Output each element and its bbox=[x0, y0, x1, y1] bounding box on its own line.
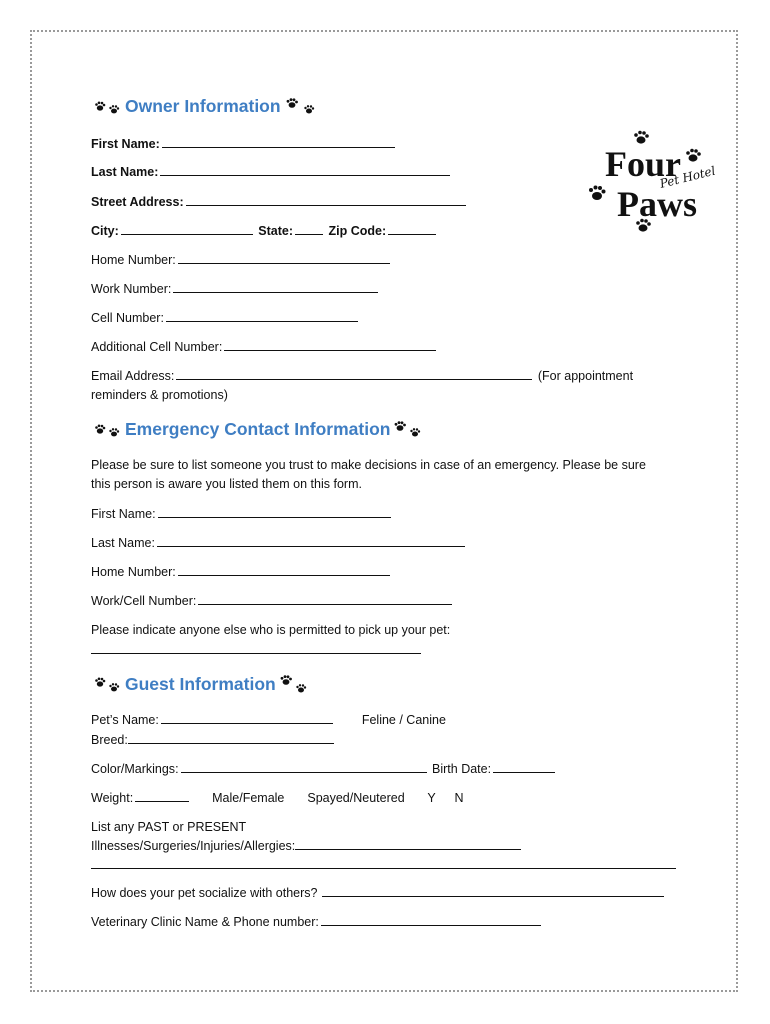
email-note-continued bbox=[91, 387, 228, 403]
no-option[interactable]: N bbox=[454, 791, 464, 805]
field-label: Work Number bbox=[91, 282, 168, 296]
field-label: Street Address bbox=[91, 195, 180, 209]
field-label: Work/Cell Number bbox=[91, 594, 193, 608]
field-label: Additional Cell Number bbox=[91, 340, 219, 354]
pet-name-field[interactable]: Pet’s Name: Feline / Canine bbox=[91, 713, 446, 727]
field-label: Last Name bbox=[91, 165, 155, 179]
field-label: Email Address bbox=[91, 369, 171, 383]
field-label: Birth Date bbox=[432, 762, 488, 776]
intro-text: Please be sure to list someone you trust to make decisions in case of an emergency. Please be sure bbox=[91, 458, 646, 472]
owner-email-field[interactable]: Email Address: (For appointment bbox=[91, 369, 634, 383]
owner-work-number-field[interactable]: Work Number: bbox=[91, 281, 380, 297]
species-option[interactable]: Feline / Canine bbox=[361, 713, 446, 727]
guest-section-title bbox=[91, 674, 312, 695]
emergency-work-cell-field[interactable]: Work/Cell Number: bbox=[91, 593, 454, 609]
weight-sex-spay-field[interactable]: Weight: Male/Female Spayed/Neutered Y N bbox=[91, 791, 464, 805]
yes-option[interactable]: Y bbox=[427, 791, 436, 805]
owner-city-state-zip-field[interactable]: City: State: Zip Code: bbox=[91, 223, 438, 239]
medical-history-label bbox=[91, 819, 246, 835]
paw-print-icon bbox=[93, 422, 123, 438]
field-label: First Name bbox=[91, 507, 153, 521]
paw-print-icon bbox=[93, 99, 123, 115]
section-heading: Guest Information bbox=[125, 674, 276, 694]
section-heading: Owner Information bbox=[125, 96, 281, 116]
field-label: Zip Code bbox=[328, 224, 382, 238]
logo-text: Four bbox=[605, 144, 681, 184]
field-label: Please indicate anyone else who is permitted to pick up your pet: bbox=[91, 623, 451, 637]
field-label: Home Number bbox=[91, 565, 173, 579]
paw-print-icon bbox=[93, 676, 123, 694]
emergency-intro-line-1 bbox=[91, 457, 646, 473]
emergency-last-name-field[interactable]: Last Name: bbox=[91, 535, 467, 551]
field-note: (For appointment bbox=[537, 369, 634, 383]
owner-first-name-field[interactable]: First Name: bbox=[91, 136, 397, 152]
logo-subtext: Pet Hotel bbox=[658, 163, 717, 191]
field-label: Spayed/Neutered bbox=[307, 791, 405, 805]
field-label: State bbox=[258, 224, 289, 238]
field-label: Breed bbox=[91, 733, 125, 747]
field-label: Color/Markings bbox=[91, 762, 176, 776]
emergency-intro-line-2 bbox=[91, 476, 362, 492]
field-note: reminders & promotions) bbox=[91, 388, 228, 402]
paw-print-icon bbox=[392, 421, 424, 439]
emergency-first-name-field[interactable]: First Name: bbox=[91, 506, 393, 522]
field-label: Pet’s Name bbox=[91, 713, 156, 727]
owner-additional-cell-field[interactable]: Additional Cell Number: bbox=[91, 339, 438, 355]
owner-section-title bbox=[91, 96, 321, 117]
color-markings-field[interactable]: Color/Markings: Birth Date: bbox=[91, 761, 557, 777]
field-label: Veterinary Clinic Name & Phone number bbox=[91, 915, 316, 929]
intro-text: this person is aware you listed them on this form. bbox=[91, 477, 362, 491]
owner-street-field[interactable]: Street Address: bbox=[91, 194, 468, 210]
field-label: List any PAST or PRESENT bbox=[91, 820, 247, 834]
medical-history-extra-line[interactable] bbox=[91, 857, 676, 873]
field-label: How does your pet socialize with others? bbox=[91, 886, 318, 900]
vet-clinic-field[interactable]: Veterinary Clinic Name & Phone number: bbox=[91, 914, 543, 930]
owner-cell-number-field[interactable]: Cell Number: bbox=[91, 310, 360, 326]
logo-text: Paws bbox=[617, 184, 697, 224]
socialize-field[interactable] bbox=[91, 885, 666, 901]
owner-home-number-field[interactable]: Home Number: bbox=[91, 252, 392, 268]
four-paws-logo bbox=[583, 128, 723, 238]
emergency-home-number-field[interactable]: Home Number: bbox=[91, 564, 392, 580]
owner-last-name-field[interactable]: Last Name: bbox=[91, 164, 452, 180]
sex-option[interactable]: Male/Female bbox=[212, 791, 285, 805]
breed-field[interactable]: Breed: bbox=[91, 732, 336, 748]
medical-history-field[interactable]: Illnesses/Surgeries/Injuries/Allergies: bbox=[91, 838, 523, 854]
emergency-section-title bbox=[91, 419, 426, 440]
paw-print-icon bbox=[278, 675, 310, 695]
field-label: Home Number bbox=[91, 253, 173, 267]
field-label: Weight bbox=[91, 791, 130, 805]
field-label: Cell Number bbox=[91, 311, 161, 325]
field-label: Illnesses/Surgeries/Injuries/Allergies bbox=[91, 839, 292, 853]
pickup-permission-label bbox=[91, 622, 450, 638]
field-label: Last Name bbox=[91, 536, 152, 550]
pickup-permission-field[interactable] bbox=[91, 642, 421, 658]
section-heading: Emergency Contact Information bbox=[125, 419, 391, 439]
field-label: First Name bbox=[91, 137, 156, 151]
paw-print-icon bbox=[283, 98, 319, 116]
field-label: City bbox=[91, 224, 115, 238]
